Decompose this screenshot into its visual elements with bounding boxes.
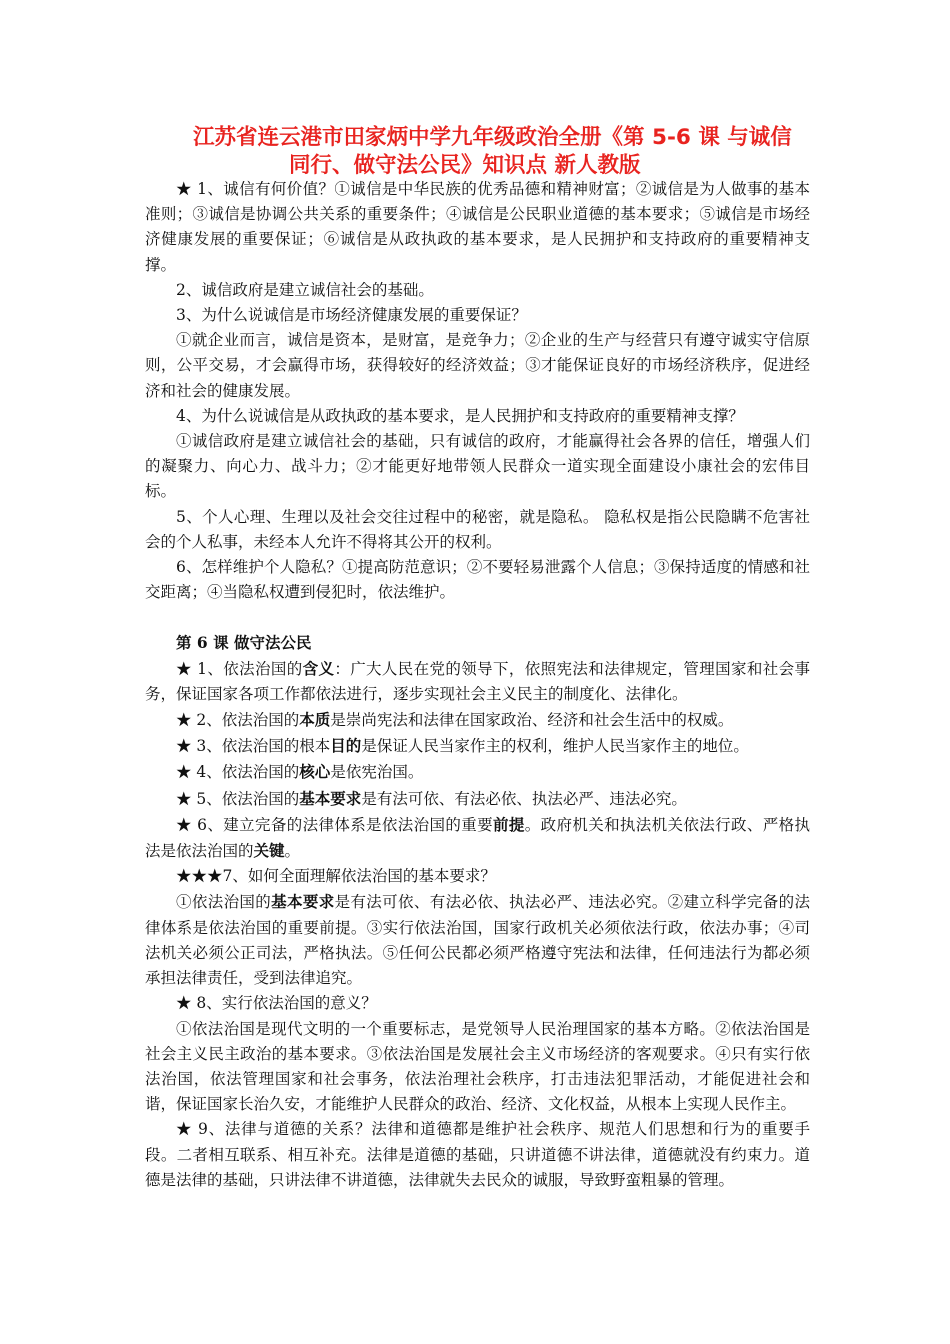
item-text: ★ 3、依法治国的根本 (176, 737, 331, 756)
item-text: ★ 2、依法治国的 (176, 711, 300, 730)
item-text: ：广大人民在党的领导下，依照宪法和法律规定，管理国家和社会事务，保证国家各项工作都依法进行，逐步实现社会主义民主的制度化、法律化。 (145, 659, 810, 703)
lesson5-item-5: 5、个人心理、生理以及社会交往过程中的秘密，就是隐私。 隐私权是指公民隐瞒不危害社会的个人私事，未经本人允许不得将其公开的权利。 (145, 507, 810, 551)
lesson5-item-1: ★ 1、诚信有何价值？①诚信是中华民族的优秀品德和精神财富；②诚信是为人做事的基本准则；③诚信是协调公共关系的重要条件；④诚信是公民职业道德的基本要求；⑤诚信是市场经济健康发展的重要保证；⑥诚信是从政执政的基本要求，是人民拥护和支持政府的重要精神支撑。 (145, 180, 810, 274)
item-text: 是保证人民当家作主的权利，维护人民当家作主的地位。 (361, 737, 749, 756)
item-text: ★ 6、建立完备的法律体系是依法治国的重要 (176, 815, 493, 834)
title-line-2: 同行、做守法公民》知识点 新人教版 (289, 153, 641, 178)
item-text: ★ 4、依法治国的 (176, 763, 300, 782)
item-text: 是有法可依、有法必依、执法必严、违法必究。②建立科学完备的法律体系是依法治国的重要前提。③实行依法治国，国家行政机关必须依法行政，依法办事；④司法机关必须公正司法，严格执法。⑤任何公民都必须严格遵守宪法和法律，任何违法行为都必须承担法律责任，受到法律追究。 (145, 893, 810, 988)
item-text: 是崇尚宪法和法律在国家政治、经济和社会生活中的权威。 (330, 711, 734, 730)
keyword: 基本要求 (299, 788, 362, 808)
lesson6-item-8-answer: ①依法治国是现代文明的一个重要标志，是党领导人民治理国家的基本方略。②依法治国是社会主义民主政治的基本要求。③依法治国是发展社会主义市场经济的客观要求。④只有实行依法治国，依法管理国家和社会事务，依法治理社会秩序，打击违法犯罪活动，才能促进社会和谐，保证国家长治久安，才能维护人民群众的政治、经济、文化权益，从根本上实现人民作主。 (145, 1019, 810, 1114)
item-text: 是有法可依、有法必依、执法必严、违法必究。 (361, 789, 687, 808)
lesson6-item-7-answer (145, 889, 810, 991)
keyword: 关键 (253, 841, 285, 861)
lesson5-item-4: 4、为什么说诚信是从政执政的基本要求，是人民拥护和支持政府的重要精神支撑？ (176, 406, 744, 425)
item-text: ①依法治国的 (176, 893, 272, 912)
keyword: 本质 (299, 710, 331, 730)
lesson6-item-3 (145, 733, 810, 759)
lesson6-heading: 第 6 课 做守法公民 (176, 633, 312, 653)
keyword: 核心 (299, 762, 331, 782)
lesson6-item-2 (145, 707, 810, 733)
lesson6-item-1 (145, 656, 810, 707)
lesson6-item-4 (145, 759, 810, 785)
lesson6-item-8: ★ 8、实行依法治国的意义？ (176, 994, 377, 1013)
keyword: 目的 (330, 736, 362, 756)
lesson5-item-3-answer: ①就企业而言，诚信是资本，是财富，是竞争力；②企业的生产与经营只有遵守诚实守信原则，公平交易，才会赢得市场，获得较好的经济效益；③才能保证良好的市场经济秩序，促进经济和社会的健康发展。 (145, 331, 810, 400)
item-text: ★ 1、依法治国的 (176, 659, 303, 678)
lesson5-item-4-answer: ①诚信政府是建立诚信社会的基础，只有诚信的政府，才能赢得社会各界的信任，增强人们的凝聚力、向心力、战斗力；②才能更好地带领人民群众一道实现全面建设小康社会的宏伟目标。 (145, 432, 810, 501)
lesson6-item-7: ★★★7、如何全面理解依法治国的基本要求？ (176, 867, 496, 886)
item-text: 是依宪治国。 (330, 763, 424, 782)
lesson5-item-2: 2、诚信政府是建立诚信社会的基础。 (176, 280, 434, 299)
keyword: 含义 (302, 658, 335, 678)
item-text: 。 (284, 842, 301, 861)
item-text: 。政府机关和执法机关依法行政、严格执法是依法治国的 (145, 815, 810, 861)
keyword: 基本要求 (271, 892, 335, 912)
item-text: ★ 5、依法治国的 (176, 789, 300, 808)
title-line-1: 江苏省连云港市田家炳中学九年级政治全册《第 5-6 课 与诚信 (193, 125, 792, 150)
lesson5-item-3: 3、为什么说诚信是市场经济健康发展的重要保证？ (176, 306, 527, 325)
document-body (145, 177, 810, 1193)
lesson6-item-9: ★ 9、法律与道德的关系？法律和道德都是维护社会秩序、规范人们思想和行为的重要手段。二者相互联系、相互补充。法律是道德的基础，只讲道德不讲法律，道德就没有约束力。道德是法律的基础，只讲法律不讲道德，法律就失去民众的诚服，导致野蛮粗暴的管理。 (145, 1120, 810, 1189)
lesson5-item-6: 6、怎样维护个人隐私？①提高防范意识；②不要轻易泄露个人信息；③保持适度的情感和社交距离；④当隐私权遭到侵犯时，依法维护。 (145, 558, 810, 602)
document-title (185, 124, 825, 180)
keyword: 前提 (493, 814, 525, 834)
lesson6-item-5 (145, 786, 810, 812)
lesson6-item-6 (145, 812, 810, 864)
